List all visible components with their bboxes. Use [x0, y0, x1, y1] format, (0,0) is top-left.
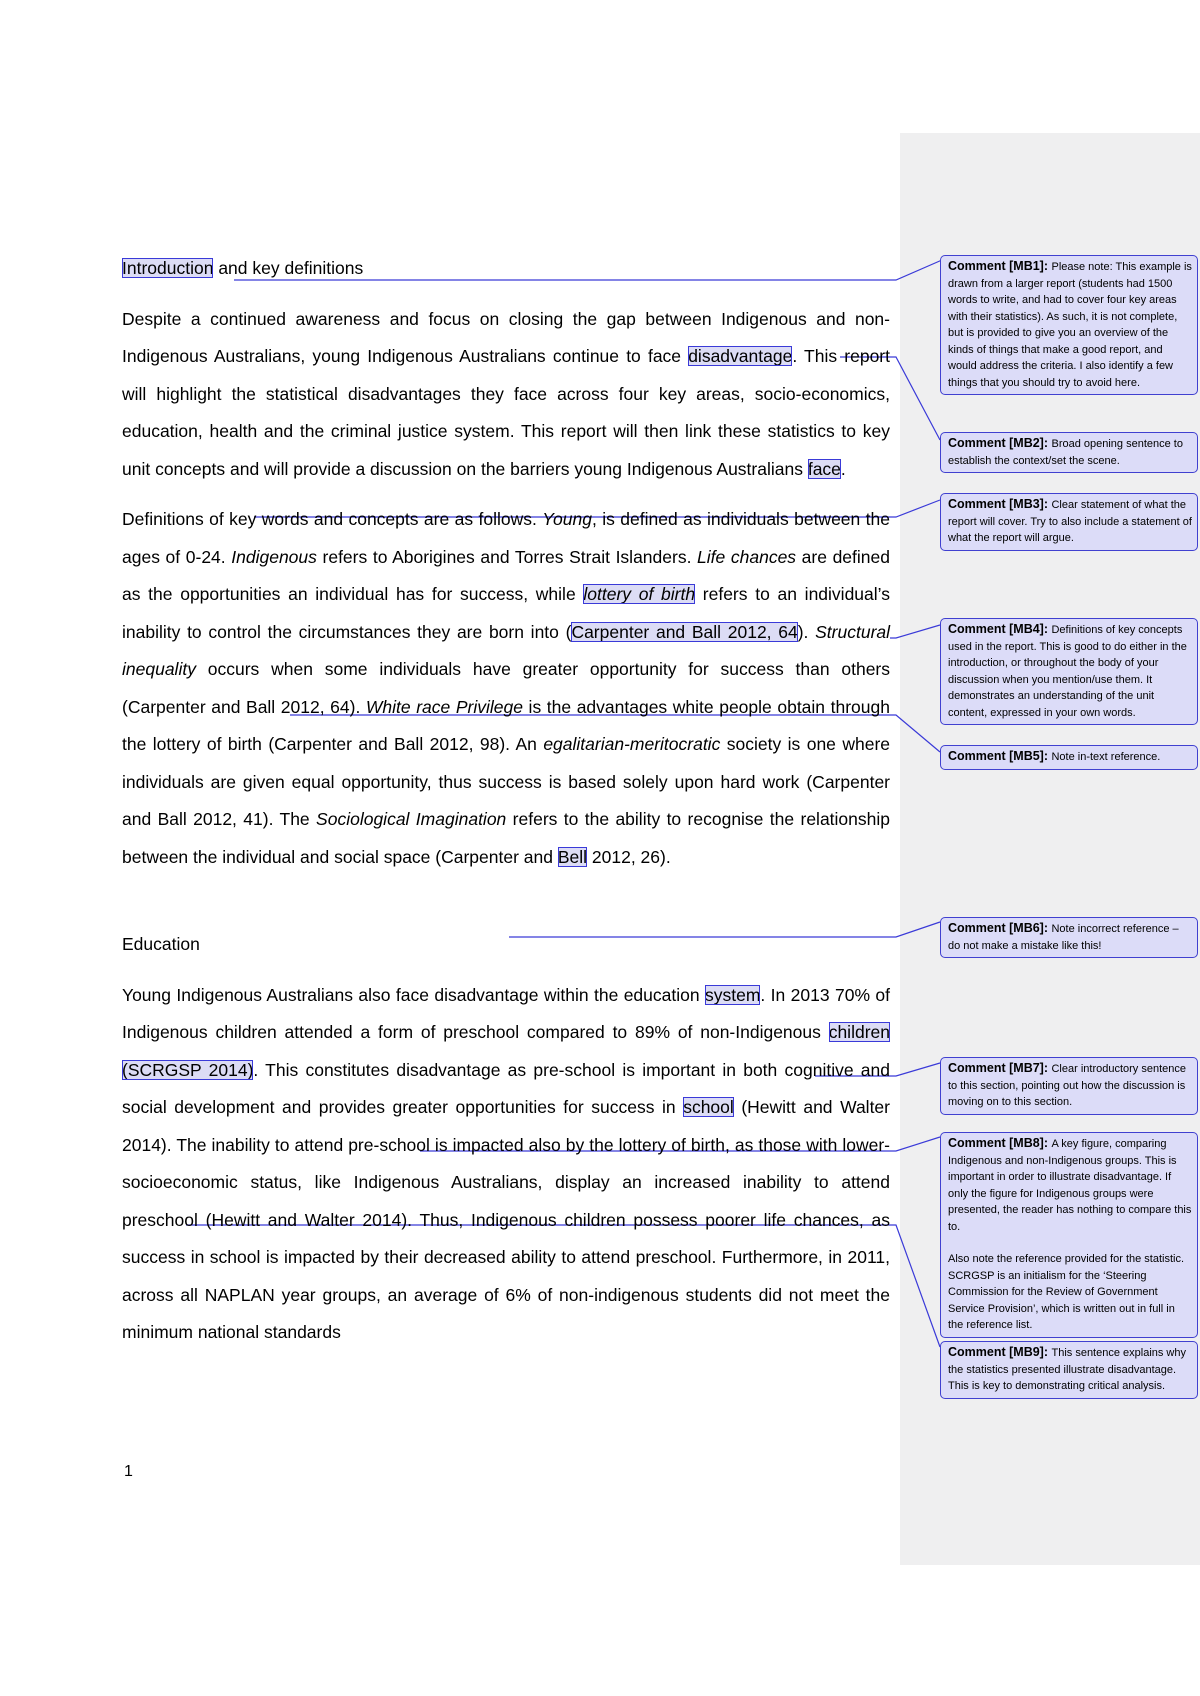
highlight-face[interactable]: face	[807, 458, 841, 479]
comment-mb2[interactable]: Comment [MB2]: Broad opening sentence to establish the context/set the scene.	[940, 432, 1198, 473]
comment-mb9[interactable]: Comment [MB9]: This sentence explains why the statistics presented illustrate disadvantage. This is key to demonstrating critical analysis.	[940, 1341, 1198, 1399]
comment-mb4[interactable]: Comment [MB4]: Definitions of key concepts used in the report. This is good to do either in the introduction, or throughout the body of your discussion when you mention/use them. It demonstrates an understanding of the unit content, expressed in your own words.	[940, 618, 1198, 725]
highlight-lottery-of-birth[interactable]: lottery of birth	[583, 584, 696, 604]
highlight-disadvantage[interactable]: disadvantage	[688, 346, 793, 366]
comment-mb8[interactable]: Comment [MB8]: A key figure, comparing Indigenous and non-Indigenous groups. This is important in order to illustrate disadvantage. If only the figure for Indigenous groups were presented, the reader has nothing to compare this to. Also note the reference provided for the statistic. SCRGSP is an initialism for the ‘Steering Commission for the Review of Government Service Provision’, which is written out in full in the reference list.	[940, 1132, 1198, 1338]
education-paragraph: Young Indigenous Australians also face disadvantage within the education system. In 2013 70% of Indigenous children attended a form of preschool compared to 89% of non-Indigenous children (SCRGSP 2014). This constitutes disadvantage as pre-school is important in both cognitive and social development and provides greater opportunities for success in school (Hewitt and Walter 2014). The inability to attend pre-school is impacted also by the lottery of birth, as those with lower-socioeconomic status, like Indigenous Australians, display an increased inability to attend preschool (Hewitt and Walter 2014). Thus, Indigenous children possess poorer life chances, as success in school is impacted by their decreased ability to attend preschool. Furthermore, in 2011, across all NAPLAN year groups, an average of 6% of non-indigenous students did not meet the minimum national standards	[122, 984, 890, 1342]
report-body	[122, 250, 890, 1352]
highlight-carpenter-ball[interactable]: Carpenter and Ball 2012, 64	[571, 621, 798, 642]
comment-mb7[interactable]: Comment [MB7]: Clear introductory sentence to this section, pointing out how the discussion is moving on to this section.	[940, 1057, 1198, 1115]
comment-mb1[interactable]: Comment [MB1]: Please note: This example is drawn from a larger report (students had 1500 words to write, and had to cover four key areas with their statistics). As such, it is not complete, but is provided to give you an overview of the kinds of things that make a good report, and would address the criteria. I also identify a few things that you should try to avoid here.	[940, 255, 1198, 395]
comment-mb5[interactable]: Comment [MB5]: Note in-text reference.	[940, 745, 1198, 770]
highlight-children-scrgsp[interactable]: children (SCRGSP 2014)	[122, 1022, 890, 1080]
highlight-bell[interactable]: Bell	[557, 846, 588, 867]
intro-paragraph: Despite a continued awareness and focus on closing the gap between Indigenous and non-Indigenous Australians, young Indigenous Australians continue to face disadvantage. This report will highlight the statistical disadvantages they face across four key areas, socio-economics, education, health and the criminal justice system. This report will then link these statistics to key unit concepts and will provide a discussion on the barriers young Indigenous Australians face.	[122, 308, 890, 479]
page-number: 1	[124, 1463, 133, 1480]
comment-mb3[interactable]: Comment [MB3]: Clear statement of what the report will cover. Try to also include a statement of what the report will argue.	[940, 493, 1198, 551]
highlight-introduction[interactable]: Introduction	[122, 258, 214, 278]
highlight-school[interactable]: school	[683, 1097, 734, 1117]
heading-education: Education	[122, 934, 200, 954]
heading-introduction: Introduction and key definitions	[122, 258, 364, 278]
definitions-paragraph: Definitions of key words and concepts are as follows. Young, is defined as individuals between the ages of 0-24. Indigenous refers to Aborigines and Torres Strait Islanders. Life chances are defined as the opportunities an individual has for success, while lottery of birth refers to an individual’s inability to control the circumstances they are born into (Carpenter and Ball 2012, 64). Structural inequality occurs when some individuals have greater opportunity for success than others (Carpenter and Ball 2012, 64). White race Privilege is the advantages white people obtain through the lottery of birth (Carpenter and Ball 2012, 98). An egalitarian-meritocratic society is one where individuals are given equal opportunity, thus success is based solely upon hard work (Carpenter and Ball 2012, 41). The Sociological Imagination refers to the ability to recognise the relationship between the individual and social space (Carpenter and Bell 2012, 26).	[122, 509, 891, 867]
highlight-system[interactable]: system	[704, 984, 761, 1005]
comment-mb6[interactable]: Comment [MB6]: Note incorrect reference – do not make a mistake like this!	[940, 917, 1198, 958]
